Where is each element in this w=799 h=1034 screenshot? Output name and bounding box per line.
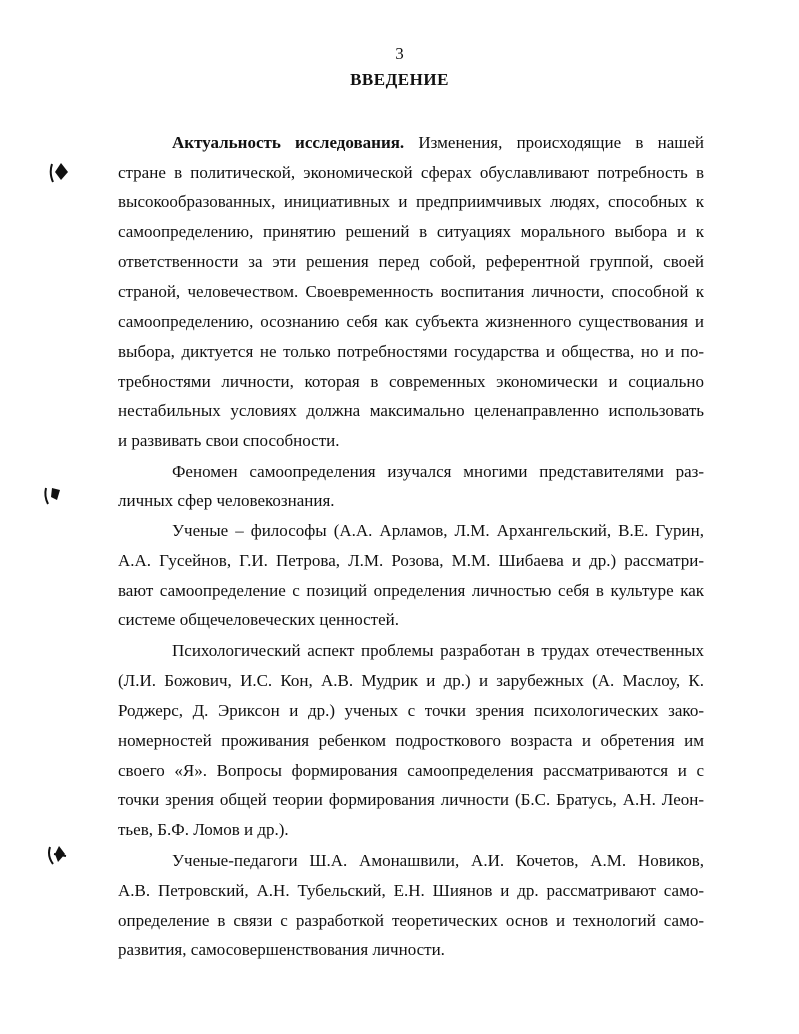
paragraph-line: Ученые-педагоги Ш.А. Амонашвили, А.И. Кочетов, А.М. Новиков, [172, 851, 704, 870]
paragraph-line: Ученые – философы (А.А. Арламов, Л.М. Архангельский, В.Е. Гурин, [172, 521, 704, 540]
paragraph-line: нестабильных условиях должна максимально целенаправленно использовать [118, 401, 704, 420]
paragraph-line: самоопределению, принятию решений в ситуациях морального выбора и к [118, 222, 704, 241]
page-title: ВВЕДЕНИЕ [350, 70, 449, 89]
paragraph-line: самоопределению, осознанию себя как субъекта жизненного существования и [118, 312, 704, 331]
paragraph-line: стране в политической, экономической сферах обуславливают потребность в [118, 163, 704, 182]
paragraph-line: Роджерс, Д. Эриксон и др.) ученых с точки зрения психологических зако- [118, 701, 704, 720]
paragraph-line: Феномен самоопределения изучался многими представителями раз- [172, 462, 704, 481]
paragraph-line: номерностей проживания ребенком подросткового возраста и обретения им [118, 731, 704, 750]
margin-mark-icon [46, 842, 68, 868]
paragraph-line: выбора, диктуется не только потребностями государства и общества, но и по- [118, 342, 704, 361]
paragraph-line: Актуальность исследования. Изменения, происходящие в нашей [172, 133, 704, 152]
paragraph-line: личных сфер человекознания. [118, 491, 335, 510]
paragraph-line: своего «Я». Вопросы формирования самоопределения рассматриваются и с [118, 761, 704, 780]
paragraph-line: Психологический аспект проблемы разработан в трудах отечественных [172, 641, 704, 660]
paragraph-line: ответственности за эти решения перед собой, референтной группой, своей [118, 252, 704, 271]
paragraph-line: и развивать свои способности. [118, 431, 340, 450]
paragraph-line: высокообразованных, инициативных и предприимчивых людях, способных к [118, 192, 704, 211]
paragraph-line: требностями личности, которая в современных экономически и социально [118, 372, 704, 391]
paragraph-line: тьев, Б.Ф. Ломов и др.). [118, 820, 289, 839]
paragraph-line: А.А. Гусейнов, Г.И. Петрова, Л.М. Розова, М.М. Шибаева и др.) рассматри- [118, 551, 704, 570]
paragraph-line: развития, самосовершенствования личности. [118, 940, 445, 959]
paragraph-line: определение в связи с разработкой теоретических основ и технологий само- [118, 911, 704, 930]
paragraph-line: А.В. Петровский, А.Н. Тубельский, Е.Н. Шиянов и др. рассматривают само- [118, 881, 704, 900]
paragraph-line: точки зрения общей теории формирования личности (Б.С. Братусь, А.Н. Леон- [118, 790, 704, 809]
paragraph-line: вают самоопределение с позиций определения личностью себя в культуре как [118, 581, 704, 600]
margin-mark-icon [48, 160, 70, 186]
paragraph-line: системе общечеловеческих ценностей. [118, 610, 400, 629]
paragraph-line: страной, человечеством. Своевременность воспитания личности, способной к [118, 282, 704, 301]
page-number: 3 [395, 44, 404, 63]
paragraph-line: (Л.И. Божович, И.С. Кон, А.В. Мудрик и др.) и зарубежных (А. Маслоу, К. [118, 671, 704, 690]
margin-mark-icon [42, 482, 64, 508]
